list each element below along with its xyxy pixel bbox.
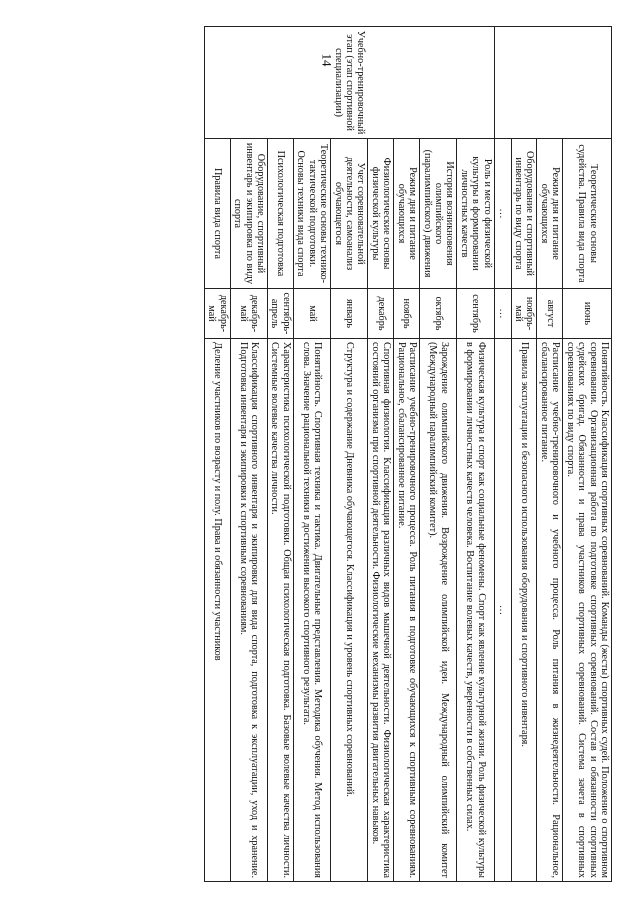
table-row xyxy=(368,27,394,882)
content-cell: Структура и содержание Дневника обучающегося. Классификация и уровень спортивных соревнований. xyxy=(331,339,368,882)
month-cell: декабрь-май xyxy=(204,289,230,339)
syllabus-table-body xyxy=(204,27,611,882)
month-cell: ноябрь-май xyxy=(511,289,537,339)
topic-cell: Режим дня и питание обучающихся xyxy=(537,139,563,289)
month-cell: январь xyxy=(331,289,368,339)
table-row xyxy=(420,27,457,882)
month-cell: … xyxy=(494,289,511,339)
topic-cell: Роль и место физической культуры в формировании личностных качеств xyxy=(457,139,494,289)
content-cell: Физическая культура и спорт как социальные феномены. Спорт как явление культурной жизни. Роль физической культуры в формировании личностных качеств человека. Воспитание волевых качеств, уверенности в собственных силах. xyxy=(457,339,494,882)
table-row xyxy=(268,27,294,882)
month-cell: декабрь-май xyxy=(230,289,267,339)
topic-cell: Правила вида спорта xyxy=(204,139,230,289)
month-cell: сентябрь xyxy=(457,289,494,339)
table-row xyxy=(457,27,494,882)
content-cell: Понятийность. Классификация спортивных соревнований. Команды (жесты) спортивных судей. Положение о спортивном соревновании. Организационная работа по подготовке спортивных соревнований. Состав и обязанности спортивных судейских бригад. Обязанности и права участников спортивных соревнований. Система зачета в спортивных соревнованиях по виду спорта. xyxy=(563,339,612,882)
content-cell: Расписание учебно-тренировочного процесса. Роль питания в подготовке обучающихся к спортивным соревнованиям. Рациональное, сбалансированное питание. xyxy=(394,339,420,882)
stage-cell: Учебно-тренировочный этап (этап спортивной специализации) xyxy=(204,27,494,139)
topic-cell: Оборудование, спортивный инвентарь и экипировка по виду спорта xyxy=(230,139,267,289)
month-cell: сентябрь-апрель xyxy=(268,289,294,339)
topic-cell: Физиологические основы физической культуры xyxy=(368,139,394,289)
topic-cell: Учет соревновательной деятельности, самоанализ обучающегося xyxy=(331,139,368,289)
table-row xyxy=(230,27,267,882)
month-cell: май xyxy=(293,289,330,339)
content-cell: Расписание учебно-тренировочного и учебного процесса. Роль питания в жизнедеятельности. Рациональное, сбалансированное питание. xyxy=(537,339,563,882)
month-cell: июнь xyxy=(563,289,612,339)
month-cell: август xyxy=(537,289,563,339)
topic-cell: История возникновения олимпийского (паралимпийского) движения xyxy=(420,139,457,289)
topic-cell: Режим дня и питание обучающихся xyxy=(394,139,420,289)
content-cell: Характеристика психологической подготовки. Общая психологическая подготовка. Базовые волевые качества личности. Системные волевые качества личности. xyxy=(268,339,294,882)
table-row xyxy=(293,27,330,882)
rotated-table-wrapper xyxy=(72,26,612,882)
month-cell: ноябрь xyxy=(394,289,420,339)
content-cell: Понятийность. Спортивная техника и тактика. Двигательные представления. Методика обучения. Метод использования слова. Значение рациональной техники в достижении высокого спортивного результата. xyxy=(293,339,330,882)
topic-cell: Оборудование и спортивный инвентарь по виду спорта xyxy=(511,139,537,289)
table-row xyxy=(394,27,420,882)
topic-cell: Теоретические основы судейства. Правила вида спорта xyxy=(563,139,612,289)
content-cell: Спортивная физиология. Классификация различных видов мышечной деятельности. Физиологическая характеристика состояний организма при спортивной деятельности. Физиологические механизмы развития двигательных навыков. xyxy=(368,339,394,882)
content-cell: Зарождение олимпийского движения. Возрождение олимпийской идеи. Международный олимпийский комитет (Международный паралимпийский комитет). xyxy=(420,339,457,882)
month-cell: декабрь xyxy=(368,289,394,339)
stage-cell-empty xyxy=(494,27,611,139)
table-row xyxy=(494,27,511,882)
content-cell: Классификация спортивного инвентаря и экипировки для вида спорта, подготовка к эксплуатации, уход и хранение. Подготовка инвентаря и экипировки к спортивным соревнованиям. xyxy=(230,339,267,882)
table-row xyxy=(563,27,612,882)
topic-cell: … xyxy=(494,139,511,289)
content-cell: Деление участников по возрасту и полу. Права и обязанности участников xyxy=(204,339,230,882)
month-cell: октябрь xyxy=(420,289,457,339)
table-row xyxy=(204,27,230,882)
table-row xyxy=(537,27,563,882)
table-row xyxy=(511,27,537,882)
syllabus-table xyxy=(204,26,612,882)
topic-cell: Психологическая подготовка xyxy=(268,139,294,289)
content-cell: Правила эксплуатации и безопасного использования оборудования и спортивного инвентаря. xyxy=(511,339,537,882)
content-cell: … xyxy=(494,339,511,882)
page-number: 14 xyxy=(319,53,335,67)
table-row xyxy=(331,27,368,882)
topic-cell: Теоретические основы технико-тактической подготовки. Основы техники вида спорта xyxy=(293,139,330,289)
